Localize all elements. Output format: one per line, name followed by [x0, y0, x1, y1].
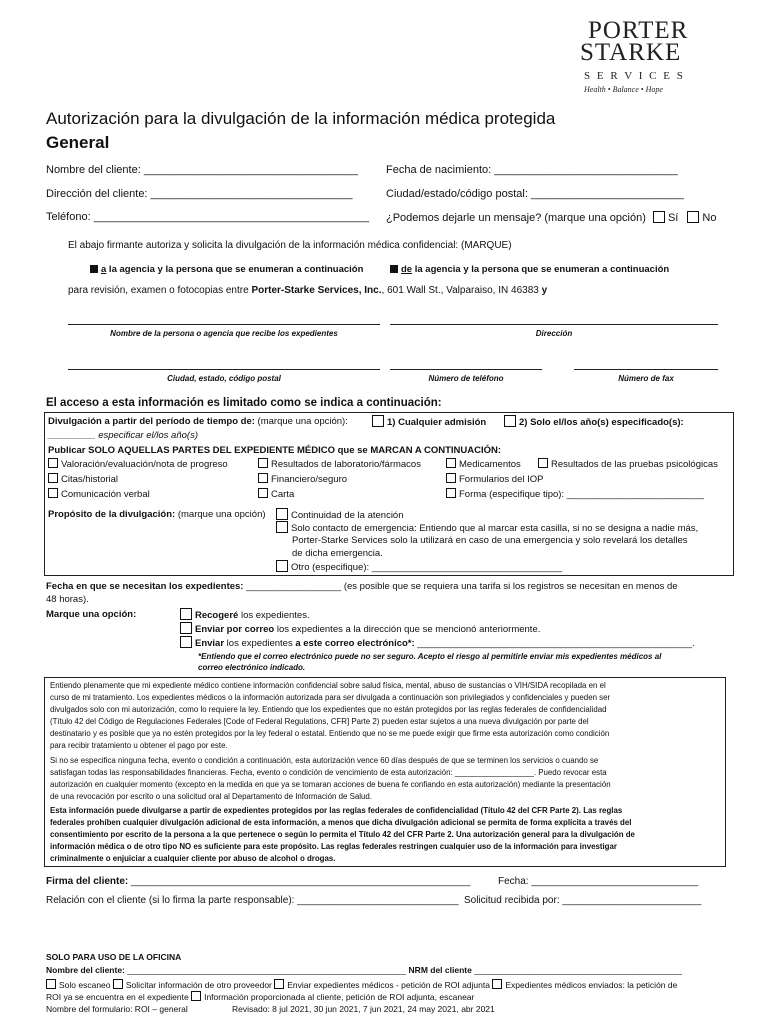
phone-line[interactable]: [390, 369, 542, 370]
message-label: ¿Podemos dejarle un mensaje? (marque una opción): [386, 212, 646, 224]
checkbox-icon: [538, 458, 548, 468]
period-opt1: 1) Cualquier admisión: [387, 417, 487, 428]
purpose-opt1: Continuidad de la atención: [291, 510, 404, 521]
legal-paragraph-2: [50, 755, 722, 803]
checkbox-icon: [372, 415, 384, 427]
address-field[interactable]: Dirección del cliente: _________________________________: [46, 188, 353, 200]
delivery-opt2-text: los expedientes a la dirección que se mencionó anteriormente.: [274, 624, 541, 635]
office-checks-row: [46, 979, 677, 991]
yes-label: Sí: [667, 212, 679, 224]
record-item-label: Medicamentos: [459, 459, 521, 470]
record-item-label: Citas/historial: [61, 474, 119, 485]
logo-line3: S E R V I C E S: [584, 70, 685, 82]
record-item-10[interactable]: [446, 488, 704, 501]
checkbox-icon: [258, 473, 268, 483]
page-subtitle: General: [46, 133, 110, 152]
client-name-field[interactable]: Nombre del cliente: ___________________________________: [46, 164, 358, 176]
purpose-opt2-line2: Porter-Starke Services solo la utilizará en caso de una emergencia y solo revelará los detalles: [292, 535, 688, 546]
checkbox-icon: [446, 488, 456, 498]
legal-line: Entiendo plenamente que mi expediente médico contiene información confidencial sobre salud física, mental, abuso de sustancias o VIH/SIDA recopilada en el: [50, 681, 606, 690]
checked-box-icon: [90, 265, 98, 273]
birth-date-field[interactable]: Fecha de nacimiento: ______________________________: [386, 164, 678, 176]
record-item-4[interactable]: [538, 458, 718, 471]
checkbox-icon: [180, 608, 192, 620]
purpose-label-row: [48, 508, 266, 521]
purpose-opt2-line1: Solo contacto de emergencia: Entiendo que al marcar esta casilla, si no se designa a nadie más,: [291, 523, 699, 534]
purpose-emergency[interactable]: [276, 521, 698, 535]
period-years[interactable]: _________ especificar el/los año(s): [48, 430, 198, 441]
record-item-label: Resultados de las pruebas psicológicas: [551, 459, 718, 470]
date-needed-label: Fecha en que se necesitan los expedientes:: [46, 581, 244, 592]
checkbox-icon: [276, 560, 288, 572]
auth-option-from[interactable]: [390, 263, 669, 276]
signature-line[interactable]: _____________________________________________________________: [128, 876, 471, 887]
checkbox-icon: [504, 415, 516, 427]
legal-line: para recibir tratamiento u obtener el pago por este.: [50, 741, 228, 750]
recipient-label: Nombre de la persona o agencia que recibe los expedientes: [110, 329, 338, 338]
office-check-label: Enviar expedientes médicos - petición de ROI adjunta: [287, 980, 490, 990]
record-item-label: Resultados de laboratorio/fármacos: [271, 459, 421, 470]
checkbox-icon: [113, 979, 123, 989]
delivery-mail[interactable]: [180, 622, 540, 636]
legal-line: consentimiento por escrito de la persona a la que pertenece o según lo permita el Título 42 del CFR Parte 2. Una autorización general para la divulgación de: [50, 830, 635, 839]
office-check-label: Información proporcionada al cliente, petición de ROI adjunta, escanear: [204, 992, 475, 1002]
auth-a-prefix: a: [101, 264, 107, 275]
purpose-other[interactable]: [276, 560, 562, 574]
checkbox-icon: [446, 458, 456, 468]
legal-line: divulgados solo con mi autorización, como lo requiere la ley. Entiendo que los expedientes que no están protegidos por las reglas federales de confidencialidad: [50, 705, 607, 714]
period-row: [48, 415, 348, 428]
checkbox-icon: [180, 622, 192, 634]
fax-line[interactable]: [574, 369, 718, 370]
office-checks-row-2: [46, 991, 474, 1003]
delivery-opt1-bold: Recogeré: [195, 610, 239, 621]
form-name: Nombre del formulario: ROI – general: [46, 1004, 188, 1014]
checked-box-icon: [390, 265, 398, 273]
record-item-3[interactable]: [446, 458, 521, 471]
publish-heading: Publicar SOLO AQUELLAS PARTES DEL EXPEDIENTE MÉDICO que se MARCAN A CONTINUACIÓN:: [48, 445, 502, 456]
checkbox-icon: [276, 521, 288, 533]
review-pre: para revisión, examen o fotocopias entre: [68, 285, 252, 296]
delivery-email[interactable]: [180, 636, 695, 650]
auth-a-text: la agencia y la persona que se enumeran a continuación: [106, 264, 364, 275]
logo-tagline: Health • Balance • Hope: [584, 85, 663, 94]
delivery-opt3-text: los expedientes: [224, 638, 296, 649]
office-name-row[interactable]: [46, 965, 682, 976]
no-checkbox[interactable]: [687, 211, 699, 223]
email-field[interactable]: ____________________________________________________.: [414, 638, 695, 649]
record-item-9[interactable]: [258, 488, 294, 501]
office-heading: SOLO PARA USO DE LA OFICINA: [46, 952, 182, 962]
checkbox-icon: [274, 979, 284, 989]
delivery-opt3-bold: Enviar: [195, 638, 225, 649]
checkbox-icon: [258, 458, 268, 468]
date-needed-text: __________________ (es posible que se requiera una tarifa si los registros se necesitan en menos de: [243, 581, 678, 592]
date-needed-row[interactable]: [46, 580, 678, 593]
logo-line2: STARKE: [580, 39, 682, 66]
sig-date-line[interactable]: ______________________________: [528, 876, 699, 887]
office-check-sent[interactable]: [492, 980, 677, 990]
fax-label: Número de fax: [618, 374, 674, 383]
legal-paragraph-1: [50, 680, 722, 752]
checkbox-icon: [46, 979, 56, 989]
page-title: Autorización para la divulgación de la información médica protegida: [46, 109, 556, 128]
record-item-6[interactable]: [258, 473, 347, 486]
purpose-hint: (marque una opción): [175, 509, 266, 520]
relation-field[interactable]: Relación con el cliente (si lo firma la parte responsable): _____________________________: [46, 895, 459, 906]
delivery-opt3-bold2: a este correo electrónico*:: [295, 638, 415, 649]
legal-line: criminalmente o enjuiciar a cualquier cliente por abuso de alcohol o drogas.: [50, 854, 336, 863]
revised-dates: Revisado: 8 jul 2021, 30 jun 2021, 7 jun 2021, 24 may 2021, abr 2021: [232, 1004, 495, 1014]
phone-label: Número de teléfono: [428, 374, 504, 383]
office-nrm-label: NRM del cliente: [408, 965, 472, 975]
checkbox-icon: [180, 636, 192, 648]
legal-line: satisfagan todas las responsabilidades financieras. Fecha, evento o condición de vencimiento de esta autorización: __________________. Puedo revocar esta: [50, 768, 607, 777]
delivery-note-line2: correo electrónico indicado.: [198, 663, 306, 672]
legal-line: (Título 42 del Código de Regulaciones Federales [Code of Federal Regulations, CFR] Parte 2) pueden estar sujetos a una nueva divulgación por parte del: [50, 717, 589, 726]
record-item-8[interactable]: [48, 488, 150, 501]
no-label: No: [702, 212, 717, 224]
office-check-request[interactable]: [113, 980, 272, 990]
office-check-send[interactable]: [274, 980, 490, 990]
office-check-label: Expedientes médicos enviados: la petición de: [505, 980, 678, 990]
checkbox-icon: [191, 991, 201, 1001]
record-item-label: Valoración/evaluación/nota de progreso: [61, 459, 228, 470]
office-check-label: Solicitar información de otro proveedor: [125, 980, 272, 990]
delivery-opt1-text: los expedientes.: [238, 610, 310, 621]
direccion-label: Dirección: [535, 329, 573, 338]
office-check-info[interactable]: [191, 992, 474, 1002]
checkbox-icon: [48, 473, 58, 483]
legal-line: federales prohíben cualquier divulgación adicional de esta información, a menos que dicha divulgación adicional se permita de forma explícita a través del: [50, 818, 632, 827]
received-by-field[interactable]: Solicitud recibida por: _________________________: [464, 895, 702, 906]
legal-paragraph-3: [50, 805, 722, 865]
auth-b-text: la agencia y la persona que se enumeran a continuación: [412, 264, 670, 275]
record-item-2[interactable]: [258, 458, 421, 471]
phone-field[interactable]: Teléfono: _____________________________________________: [46, 211, 369, 223]
record-item-label: Carta: [271, 489, 295, 500]
record-item-label: Formularios del IOP: [459, 474, 544, 485]
purpose-opt3: Otro (especifique): ____________________________________: [291, 562, 562, 573]
date-needed-line2: 48 horas).: [46, 594, 89, 605]
review-post: , 601 Wall St., Valparaiso, IN 46383: [381, 285, 542, 296]
review-org: Porter-Starke Services, Inc.: [251, 285, 382, 296]
auth-option-to[interactable]: [90, 263, 363, 276]
city-line[interactable]: [68, 369, 380, 370]
legal-line: Si no se especifica ninguna fecha, evento o condición a continuación, esta autorización vence 60 días después de que se terminen los servicios o cuando se: [50, 756, 599, 765]
checkbox-icon: [446, 473, 456, 483]
delivery-note-line1: *Entiendo que el correo electrónico puede no ser seguro. Acepto el riesgo al permitirle enviar mis expedientes médicos al: [198, 652, 662, 661]
checkbox-icon: [276, 508, 288, 520]
record-item-label: Comunicación verbal: [61, 489, 150, 500]
logo-line1: PORTER: [588, 17, 689, 44]
legal-line: curso de mi tratamiento. Los expedientes médicos o la información autorizada para ser divulgada a continuación son privilegiados y confidenciales y pueden ser: [50, 693, 611, 702]
checkbox-icon: [48, 458, 58, 468]
period-option-years[interactable]: [504, 415, 684, 429]
yes-checkbox[interactable]: [653, 211, 665, 223]
sig-date-row[interactable]: [498, 875, 698, 888]
sig-date-label: Fecha:: [498, 876, 529, 887]
record-item-7[interactable]: [446, 473, 543, 486]
purpose-label: Propósito de la divulgación:: [48, 509, 176, 520]
delivery-opt2-bold: Enviar por correo: [195, 624, 275, 635]
checkbox-icon: [48, 488, 58, 498]
delivery-pickup[interactable]: [180, 608, 310, 622]
purpose-opt2-line3: de dicha emergencia.: [292, 548, 383, 559]
signature-row[interactable]: [46, 875, 470, 888]
office-check-scan[interactable]: [46, 980, 111, 990]
review-y: y: [541, 285, 548, 296]
period-option-any[interactable]: [372, 415, 486, 429]
office-name-label: Nombre del cliente:: [46, 965, 125, 975]
checkbox-icon: [258, 488, 268, 498]
logo: [570, 18, 720, 100]
direccion-line[interactable]: [390, 324, 718, 325]
message-question: [386, 211, 716, 225]
signature-label: Firma del cliente:: [46, 876, 129, 887]
access-heading: El acceso a esta información es limitado como se indica a continuación:: [46, 397, 442, 409]
record-item-label: Forma (especifique tipo): __________________________: [459, 489, 705, 500]
legal-line: autorización en cualquier momento (excepto en la medida en que ya se tomaran acciones de buena fe confiando en esta autorización) mediante la presentación: [50, 780, 611, 789]
purpose-continuity[interactable]: [276, 508, 404, 522]
auth-intro: El abajo firmante autoriza y solicita la divulgación de la información médica confidencial: (MARQUE): [68, 240, 512, 251]
checkbox-icon: [492, 979, 502, 989]
review-line: [68, 284, 547, 297]
office-check-label: Solo escaneo: [59, 980, 111, 990]
office-nrm-line[interactable]: ____________________________________________: [471, 965, 683, 975]
legal-line: información médica o de otro tipo NO es suficiente para este propósito. Las reglas federales restringen cualquier uso de la información para investigar: [50, 842, 617, 851]
city-label: Ciudad, estado, código postal: [167, 374, 281, 383]
legal-line: destinatario y es posible que ya no estén protegidos por la ley federal o estatal. Entiendo que no se me puede exigir que firme esta autorización como condición: [50, 729, 610, 738]
delivery-label: Marque una opción:: [46, 609, 137, 620]
legal-line: Esta información puede divulgarse a partir de expedientes protegidos por las reglas federales de confidencialidad (Título 42 del CFR Parte 2). Las reglas: [50, 806, 623, 815]
legal-line: de una revocación por escrito o una solicitud oral al Departamento de Información de Salud.: [50, 792, 372, 801]
record-item-label: Financiero/seguro: [271, 474, 348, 485]
record-item-1[interactable]: [48, 458, 228, 471]
period-opt2: 2) Solo el/los año(s) especificado(s):: [519, 417, 684, 428]
city-field[interactable]: Ciudad/estado/código postal: _________________________: [386, 188, 684, 200]
recipient-line[interactable]: [68, 324, 380, 325]
office-check4-cont: ROI ya se encuentra en el expediente: [46, 992, 189, 1002]
office-name-line[interactable]: ___________________________________________________________: [124, 965, 407, 975]
period-label: Divulgación a partir del período de tiempo de:: [48, 416, 255, 427]
auth-b-prefix: de: [401, 264, 413, 275]
period-hint: (marque una opción):: [254, 416, 348, 427]
record-item-5[interactable]: [48, 473, 118, 486]
